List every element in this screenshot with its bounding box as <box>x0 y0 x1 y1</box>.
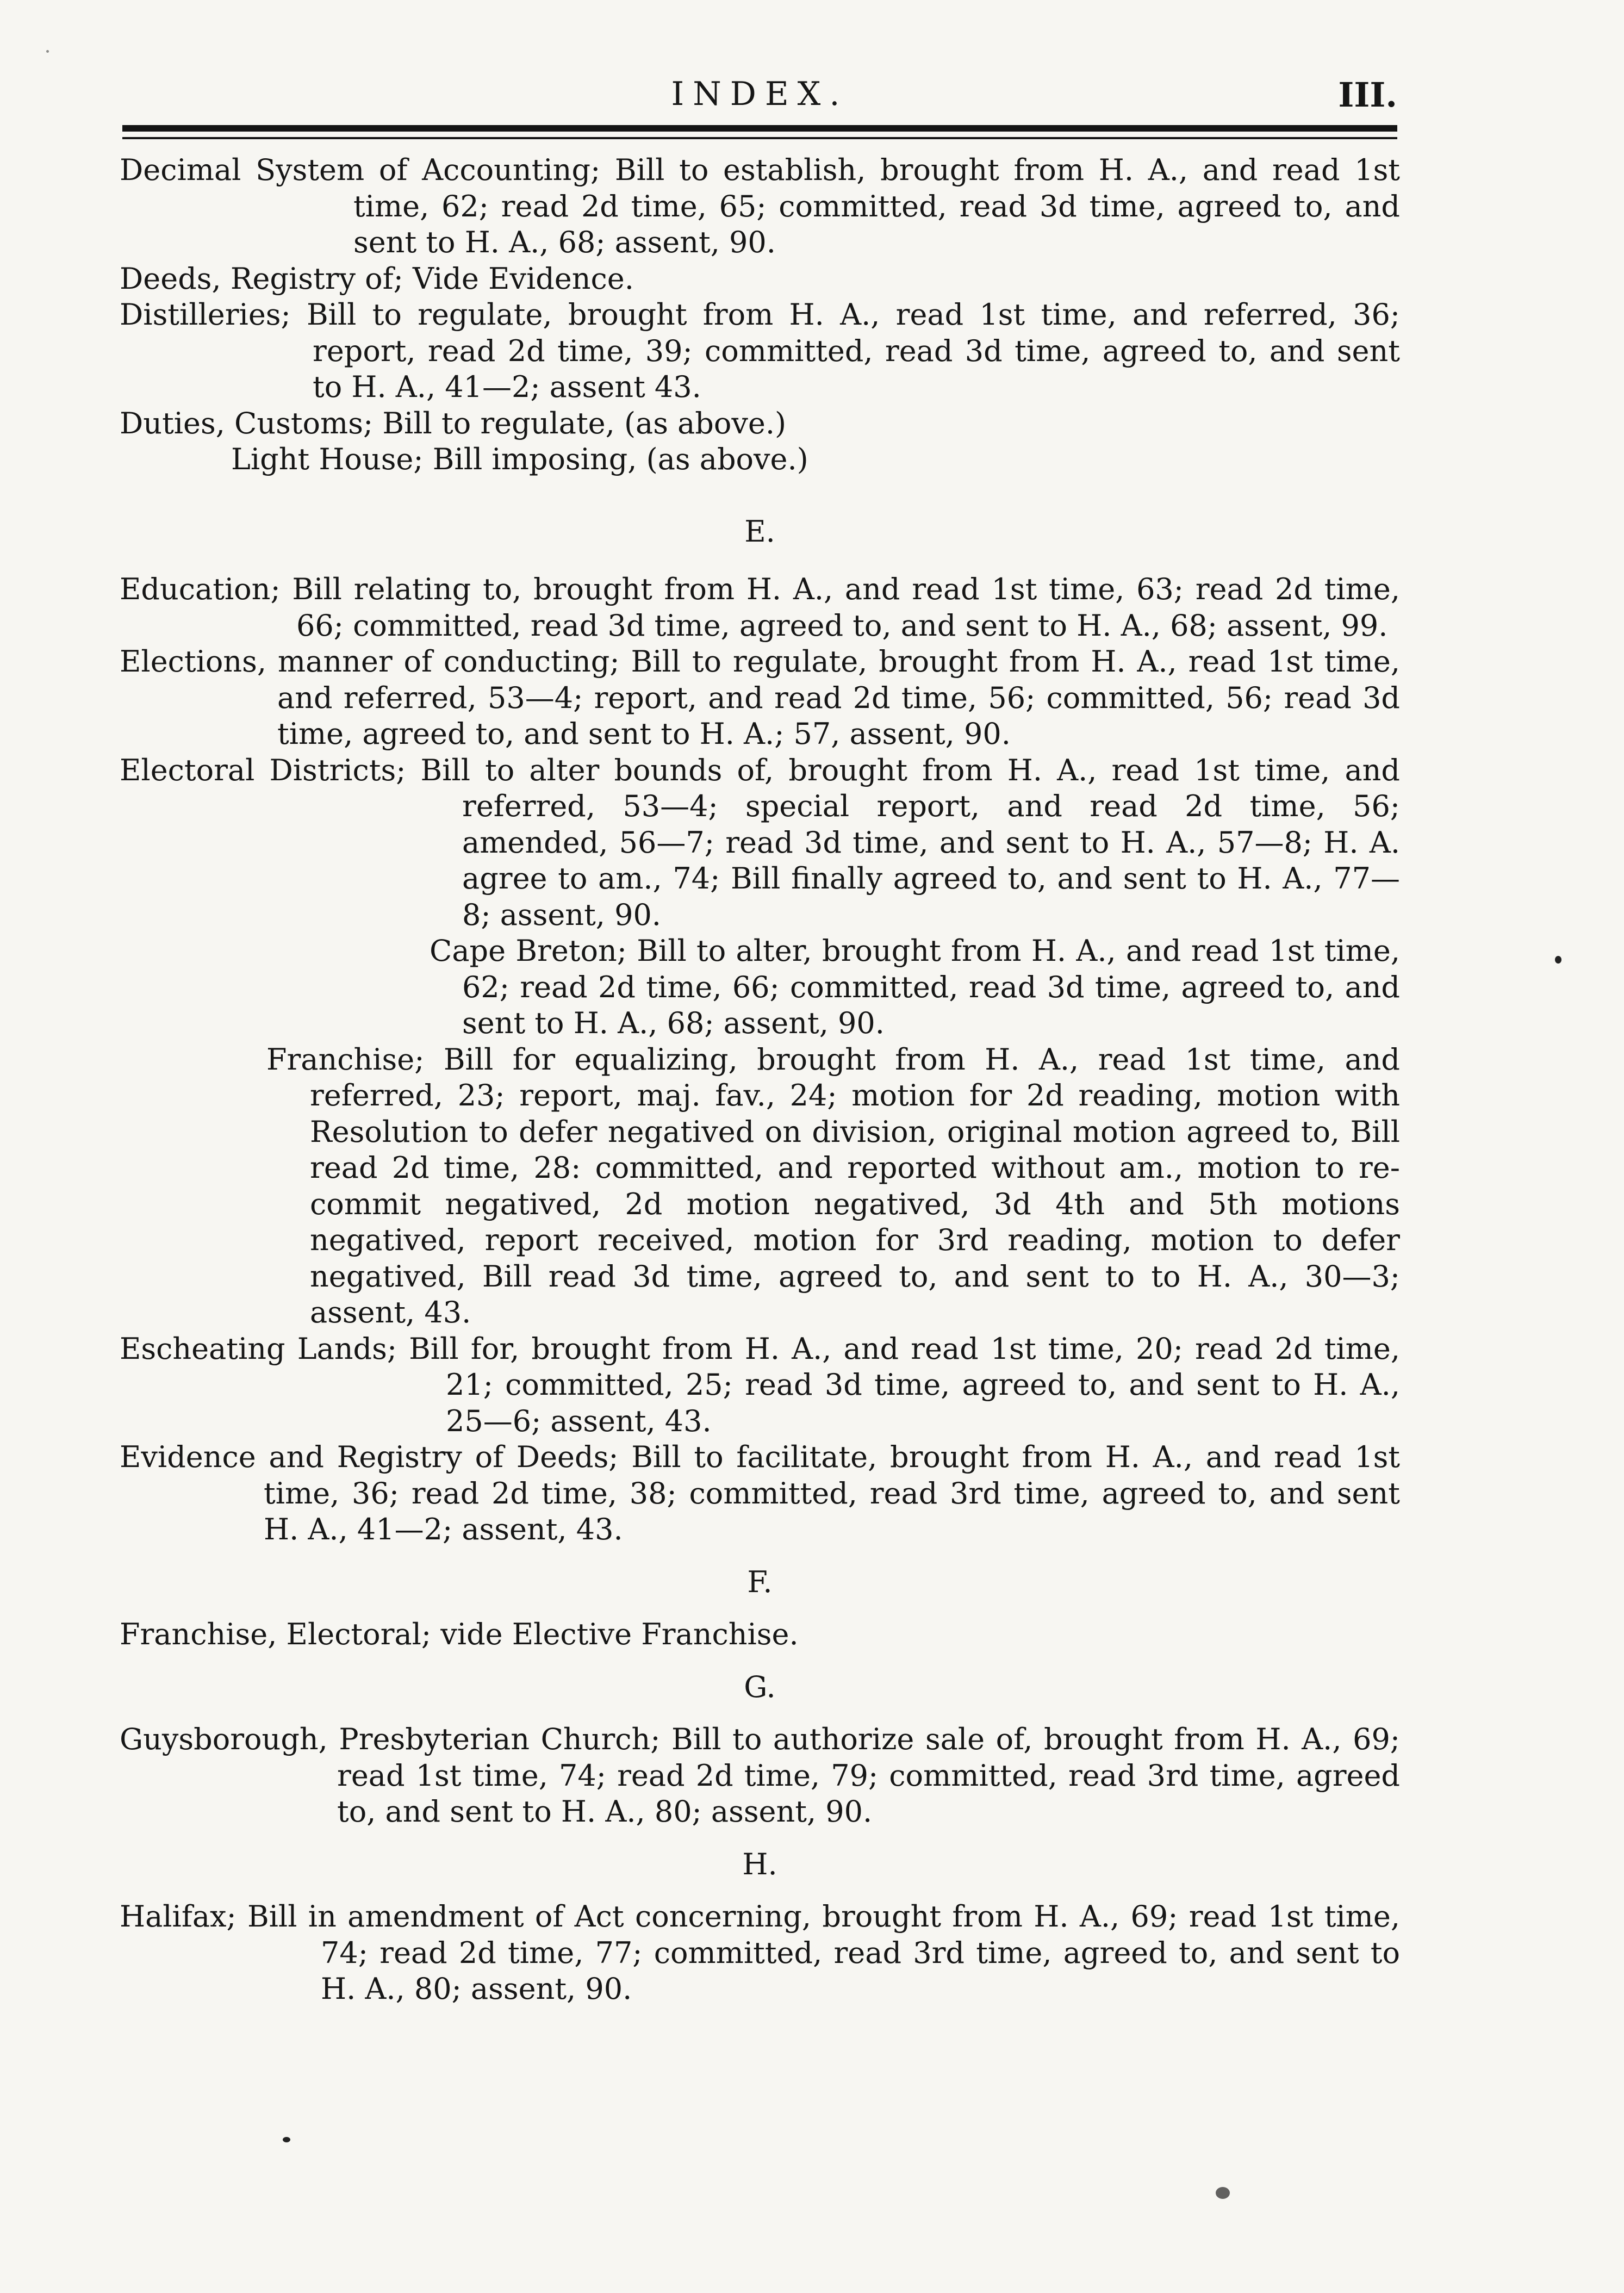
index-entry-text: Bill to regulate, (as above.) <box>373 406 787 440</box>
index-entry <box>120 1439 1400 1548</box>
index-entry-text: Bill for, brought from H. A., and read 1st time, 20; read 2d time, 21; committed, 25; read 3d time, agreed to, and sent to H. A., 25—6; assent, 43. <box>397 1331 1401 1438</box>
section-e-entries <box>120 571 1400 1548</box>
index-entry-text: Bill in amendment of Act concerning, brought from H. A., 69; read 1st time, 74; read 2d time, 77; committed, read 3rd time, agreed to, and sent to H. A., 80; assent, 90. <box>236 1899 1400 2006</box>
index-entry <box>120 297 1400 406</box>
index-entry <box>120 1722 1400 1830</box>
index-entry <box>120 152 1400 261</box>
index-term: Franchise, Electoral; <box>120 1617 432 1651</box>
index-term: Electoral Districts; <box>120 753 406 787</box>
index-entry <box>120 1042 1400 1331</box>
index-entry-text: Bill to establish, brought from H. A., and read 1st time, 62; read 2d time, 65; committed, read 3d time, agreed to, and sent to H. A., 68; assent, 90. <box>353 153 1400 259</box>
index-term: Guysborough, Presbyterian Church; <box>120 1722 661 1756</box>
index-entry <box>120 1899 1400 2008</box>
index-entry-text: Bill to regulate, brought from H. A., read 1st time, and referred, 53—4; report, and read 2d time, 56; committed, 56; read 3d time, agreed to, and sent to H. A.; 57, assent, 90. <box>277 644 1400 751</box>
index-entry-text: Bill to facilitate, brought from H. A., and read 1st time, 36; read 2d time, 38; committed, read 3rd time, agreed to, and sent H. A., 41—2; assent, 43. <box>264 1440 1400 1546</box>
header-rule-thick <box>122 125 1397 132</box>
index-entry <box>120 644 1400 753</box>
section-h-entries <box>120 1899 1400 2008</box>
section-g-entries <box>120 1722 1400 1830</box>
index-entry <box>120 1617 1400 1653</box>
index-entry <box>120 933 1400 1042</box>
scan-speck <box>46 50 49 53</box>
index-term: Cape Breton; <box>430 934 627 968</box>
running-head <box>122 75 1397 119</box>
scan-speck <box>1216 2187 1230 2199</box>
section-letter-f: F. <box>747 1564 773 1599</box>
index-entry-text: Bill to alter, brought from H. A., and read 1st time, 62; read 2d time, 66; committed, read 3d time, agreed to, and sent to H. A., 68; assent, 90. <box>462 934 1400 1040</box>
index-entry <box>120 442 1400 478</box>
index-term: Decimal System of Accounting; <box>120 153 601 187</box>
index-term: Elections, manner of conducting; <box>120 644 620 679</box>
section-d-entries <box>120 152 1400 478</box>
index-entry-text: Bill for equalizing, brought from H. A., read 1st time, and referred, 23; report, maj. fav., 24; motion for 2d reading, motion with Resolution to defer negatived on division, original motion agreed to, Bill read 2d time, 28: committed, and reported without am., motion to re-commit negatived, 2d motion negatived, 3d 4th and 5th motions negatived, report received, motion for 3rd reading, motion to defer negatived, Bill read 3d time, agreed to, and sent to to H. A., 30—3; assent, 43. <box>310 1042 1400 1329</box>
running-title: INDEX. <box>671 75 849 113</box>
index-term: Escheating Lands; <box>120 1331 397 1366</box>
section-d <box>120 152 1400 478</box>
index-entry-text: Vide Evidence. <box>403 261 634 296</box>
index-term: Franchise; <box>266 1042 425 1077</box>
section-e <box>120 514 1400 1548</box>
index-entry-text: vide Elective Franchise. <box>431 1617 799 1651</box>
index-term: Deeds, Registry of; <box>120 261 403 296</box>
index-entry <box>120 753 1400 934</box>
index-entry-text: Bill to alter bounds of, brought from H. A., read 1st time, and referred, 53—4; special report, and read 2d time, 56; amended, 56—7; read 3d time, and sent to H. A., 57—8; H. A. agree to am., 74; Bill finally agreed to, and sent to H. A., 77—8; assent, 90. <box>406 753 1400 932</box>
index-entry-text: Bill imposing, (as above.) <box>423 442 808 476</box>
index-entry <box>120 1331 1400 1440</box>
index-body <box>120 152 1400 2008</box>
index-term: Light House; <box>231 442 424 476</box>
page-number: III. <box>1338 75 1397 115</box>
index-entry-text: Bill to authorize sale of, brought from H. A., 69; read 1st time, 74; read 2d time, 79; committed, read 3rd time, agreed to, and sent to H. A., 80; assent, 90. <box>337 1722 1400 1829</box>
index-entry <box>120 261 1400 297</box>
section-letter-h: H. <box>742 1847 777 1881</box>
section-h <box>120 1847 1400 2008</box>
index-entry <box>120 571 1400 644</box>
header-rule-thin <box>122 137 1397 139</box>
index-term: Duties, Customs; <box>120 406 374 440</box>
index-entry-text: Bill relating to, brought from H. A., and read 1st time, 63; read 2d time, 66; committed, read 3d time, agreed to, and sent to H. A., 68; assent, 99. <box>280 572 1400 643</box>
section-letter-g: G. <box>744 1669 776 1704</box>
section-g <box>120 1669 1400 1830</box>
section-letter-e: E. <box>744 514 775 549</box>
section-f <box>120 1564 1400 1653</box>
index-term: Education; <box>120 572 281 606</box>
section-f-entries <box>120 1617 1400 1653</box>
index-term: Distilleries; <box>120 297 291 332</box>
scan-speck <box>283 2137 290 2142</box>
index-term: Evidence and Registry of Deeds; <box>120 1440 619 1474</box>
index-entry-text: Bill to regulate, brought from H. A., read 1st time, and referred, 36; report, read 2d time, 39; committed, read 3d time, agreed to, and sent to H. A., 41—2; assent 43. <box>290 297 1400 404</box>
index-entry <box>120 406 1400 442</box>
index-term: Halifax; <box>120 1899 237 1934</box>
scan-speck <box>1555 956 1561 964</box>
